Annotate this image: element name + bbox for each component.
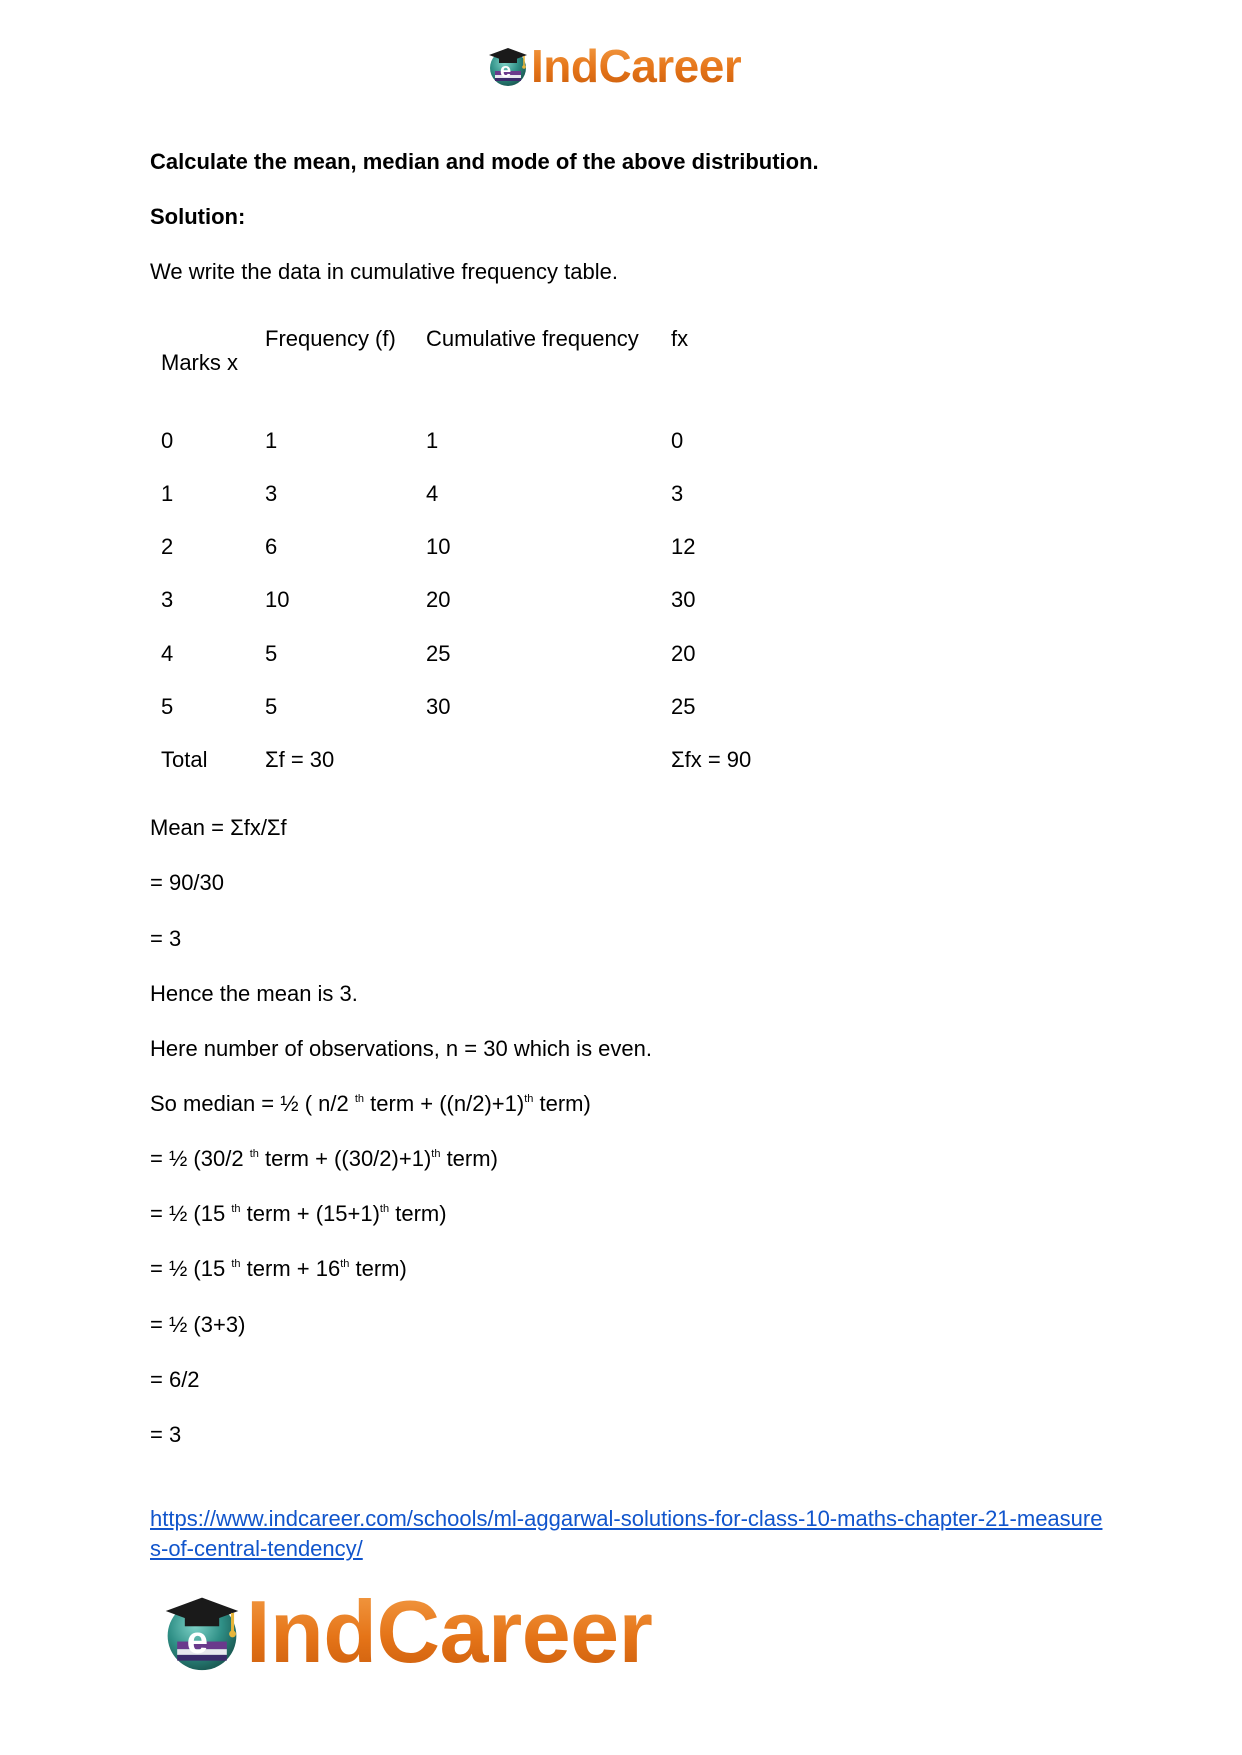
table-cell: 5: [161, 694, 174, 719]
table-cell: 4: [426, 481, 439, 506]
intro-text: We write the data in cumulative frequency table.: [150, 259, 618, 284]
median-step: = ½ (3+3): [150, 1312, 246, 1337]
table-total-sum-fx: Σfx = 90: [671, 747, 752, 772]
table-total-sum-f: Σf = 30: [265, 747, 335, 772]
table-cell: 0: [671, 428, 684, 453]
table-header-fx: fx: [671, 326, 689, 351]
mean-step: = 90/30: [150, 870, 225, 895]
mean-formula: Mean = Σfx/Σf: [150, 815, 287, 840]
median-step: So median = ½ ( n/2 $^{th}$ term + $((n/2)+1)^{th}$ term): [150, 1091, 591, 1116]
table-cell: 3: [265, 481, 278, 506]
svg-text:e: e: [500, 60, 512, 82]
table-cell: 0: [161, 428, 174, 453]
table-header-cumulative: Cumulative frequency: [426, 326, 639, 351]
table-cell: 2: [161, 534, 174, 559]
median-step: = 3: [150, 1422, 182, 1447]
footer-logo: [160, 1582, 652, 1682]
table-total-label: Total: [161, 747, 208, 772]
source-link[interactable]: https://www.indcareer.com/schools/ml-aggarwal-solutions-for-class-10-maths-chapter-21-measures-of-central-tendency/: [150, 1506, 1103, 1561]
median-step: = 6/2: [150, 1367, 200, 1392]
table-cell: 10: [265, 587, 290, 612]
graduation-cap-icon: [486, 44, 530, 88]
table-cell: 20: [426, 587, 451, 612]
mean-conclusion: Hence the mean is 3.: [150, 981, 358, 1006]
table-cell: 30: [426, 694, 451, 719]
graduation-cap-icon: [160, 1590, 244, 1674]
table-cell: 3: [161, 587, 174, 612]
table-header-frequency: Frequency (f): [265, 326, 396, 351]
table-cell: 4: [161, 641, 174, 666]
table-cell: 30: [671, 587, 696, 612]
table-cell: 6: [265, 534, 278, 559]
table-cell: 1: [161, 481, 174, 506]
table-cell: 1: [265, 428, 278, 453]
table-cell: 12: [671, 534, 696, 559]
median-observations: Here number of observations, n = 30 which is even.: [150, 1036, 652, 1061]
table-cell: 25: [671, 694, 696, 719]
median-step: = ½ (15 $^{th}$ term + 16th term): [150, 1256, 407, 1281]
svg-text:e: e: [186, 1619, 208, 1662]
table-cell: 1: [426, 428, 439, 453]
table-cell: 5: [265, 694, 278, 719]
table-cell: 25: [426, 641, 451, 666]
logo-wordmark: IndCareer: [246, 1582, 653, 1681]
median-step: = ½ (30/2 $^{th}$ term + $((30/2)+1)^{th}$ term): [150, 1146, 498, 1171]
mean-step: = 3: [150, 926, 182, 951]
logo-wordmark: IndCareer: [531, 40, 742, 92]
table-cell: 20: [671, 641, 696, 666]
table-cell: 5: [265, 641, 278, 666]
table-cell: 3: [671, 481, 684, 506]
header-logo: [486, 40, 741, 92]
median-step: = ½ (15 $^{th}$ term + $(15+1)^{th}$ term): [150, 1201, 447, 1226]
question-text: Calculate the mean, median and mode of the above distribution.: [150, 149, 819, 174]
solution-label: Solution:: [150, 204, 246, 229]
table-cell: 10: [426, 534, 451, 559]
table-header-marks: Marks x: [161, 350, 238, 375]
